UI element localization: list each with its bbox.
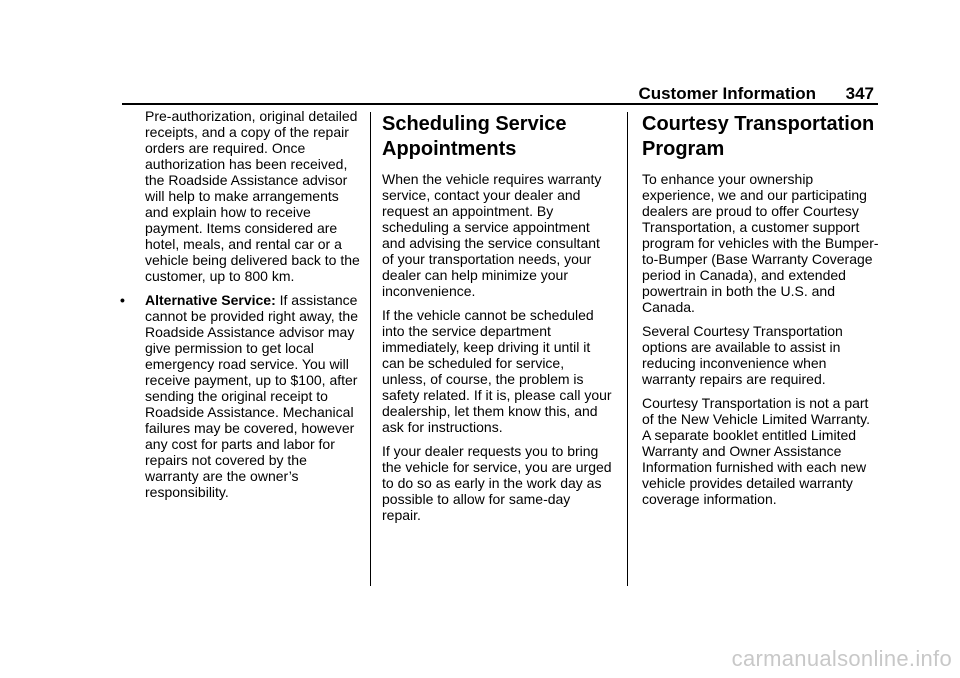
paragraph: If the vehicle cannot be scheduled into the service department immediately, keep driving it until it can be scheduled for service, unless, of course, the problem is safety related. If it is, please call your dealership, let them know this, and ask for instructions. — [382, 307, 612, 435]
section-heading-scheduling: Scheduling Service Appointments — [382, 113, 567, 160]
section-title: Customer Information — [638, 84, 816, 103]
paragraph: If your dealer requests you to bring the vehicle for service, you are urged to do so as early in the work day as possible to allow for same-day repair. — [382, 443, 612, 523]
paragraph: Courtesy Transportation is not a part of the New Vehicle Limited Warranty. A separate booklet entitled Limited Warranty and Owner Assistance Information furnished with each new vehicle provides detailed warranty coverage information. — [642, 395, 870, 507]
column-2 — [382, 112, 612, 531]
paragraph: When the vehicle requires warranty service, contact your dealer and request an appointment. By scheduling a service appointment and advising the service consultant of your transportation needs, your dealer can help minimize your inconvenience. — [382, 171, 602, 299]
paragraph: Several Courtesy Transportation options are available to assist in reducing inconvenience when warranty repairs are required. — [642, 323, 843, 387]
column-divider — [627, 112, 628, 586]
page-number: 347 — [845, 84, 874, 103]
bullet-mark: • — [120, 292, 125, 308]
bullet-text: If assistance cannot be provided right away, the Roadside Assistance advisor may give permission to get local emergency road service. You will receive payment, up to $100, after sending the original receipt to Roadside Assistance. Mechanical failures may be covered, however any cost for parts and labor for repairs not covered by the warranty are the owner’s responsibility. — [145, 292, 358, 500]
continued-paragraph: Pre-authorization, original detailed receipts, and a copy of the repair orders are required. Once authorization has been received, the Roadside Assistance advisor will help to make arrangements and explain how to receive payment. Items considered are hotel, meals, and rental car or a vehicle being delivered back to the customer, up to 800 km. — [145, 108, 360, 284]
section-heading-courtesy: Courtesy Transportation Program — [642, 113, 875, 160]
page-header — [122, 81, 878, 103]
paragraph: To enhance your ownership experience, we and our participating dealers are proud to offer Courtesy Transportation, a customer support program for vehicles with the Bumper-to-Bumper (Base Warranty Coverage period in Canada), and extended powertrain in both the U.S. and Canada. — [642, 171, 879, 315]
column-divider — [370, 112, 371, 586]
bullet-label: Alternative Service: — [145, 292, 276, 308]
bullet-item-alternative-service — [120, 292, 360, 500]
column-3 — [642, 112, 880, 515]
header-rule — [122, 103, 878, 105]
column-1 — [120, 108, 360, 508]
watermark: carmanualsonline.info — [731, 646, 952, 671]
